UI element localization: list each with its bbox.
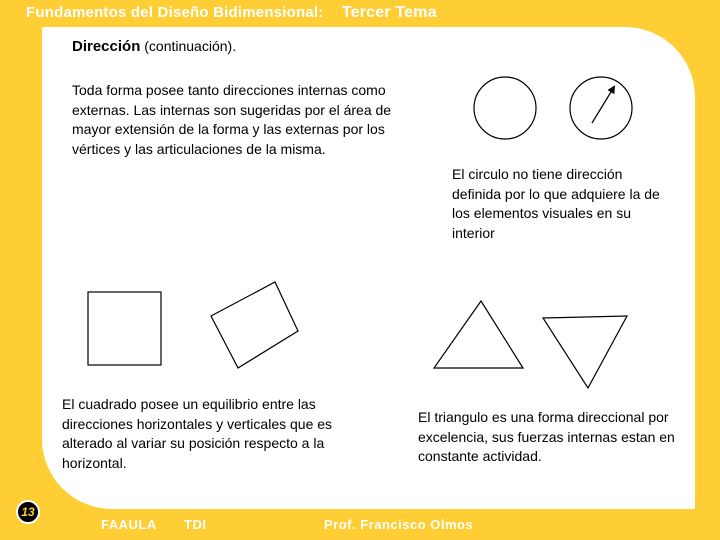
course-title: Fundamentos del Diseño Bidimensional: <box>26 4 324 21</box>
square-caption: El cuadrado posee un equilibrio entre las direcciones horizontales y verticales que es alterado al variar su posición respecto a la horizontal. <box>62 396 333 471</box>
plain-circle <box>474 77 536 139</box>
upright-square <box>88 292 161 365</box>
page-number-badge: 13 <box>16 500 40 524</box>
footer-course: TDI <box>184 517 207 532</box>
section-heading-note: (continuación). <box>144 38 237 54</box>
triangle-caption: El triangulo es una forma direccional por excelencia, sus fuerzas internas estan en constante actividad. <box>418 409 675 464</box>
footer-author: Prof. Francisco Olmos <box>324 517 474 532</box>
inverted-triangle <box>543 316 627 388</box>
upright-triangle <box>434 301 523 368</box>
topic-title: Tercer Tema <box>341 4 437 21</box>
circle-caption: El circulo no tiene dirección definida por lo que adquiere la de los elementos visuales en su interior <box>452 166 660 241</box>
section-heading-title: Dirección <box>72 38 141 55</box>
rotated-square <box>211 282 298 368</box>
direction-arrow <box>592 87 614 123</box>
intro-paragraph: Toda forma posee tanto direcciones internas como externas. Las internas son sugeridas por el área de mayor extensión de la forma y las externas por los vértices y las articulaciones de la misma. <box>72 82 392 157</box>
footer-institution: FAAULA <box>101 517 157 532</box>
